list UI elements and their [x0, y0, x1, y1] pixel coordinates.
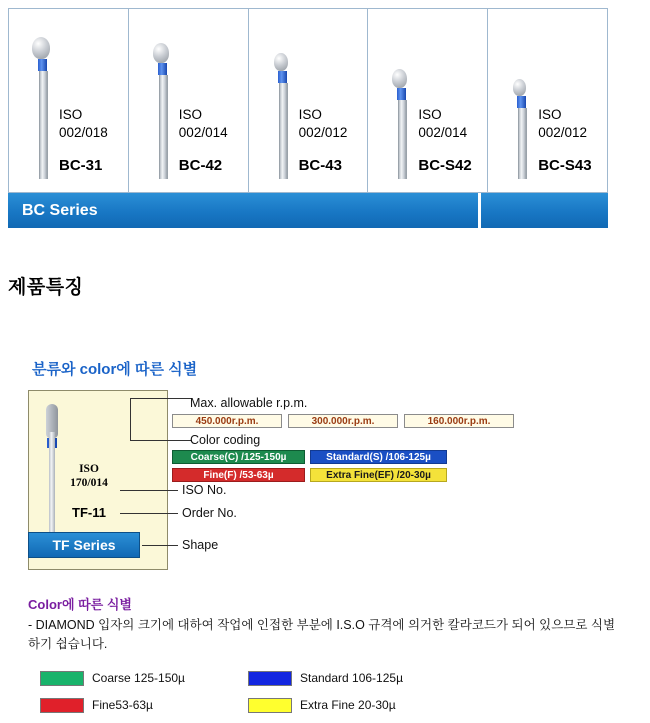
order-code: BC-S43: [538, 157, 592, 174]
leader-line-order-no: [120, 513, 178, 514]
product-cell-bc-s42[interactable]: [368, 9, 488, 192]
product-cell-bc-43[interactable]: [249, 9, 369, 192]
rpm-chip-300k: 300.000r.p.m.: [288, 414, 398, 428]
iso-number-line1: ISO: [59, 107, 83, 122]
bur-head: [153, 43, 169, 63]
iso-number-line2: 170/014: [70, 477, 108, 489]
bur-shank: [49, 432, 55, 538]
order-code: BC-42: [178, 157, 223, 174]
legend-swatch-fine: [40, 698, 84, 713]
grit-chip-fine: Fine(F) /53-63µ: [172, 468, 305, 482]
bur-color-band: [158, 63, 167, 75]
diagram-shape-bar: TF Series: [28, 532, 140, 558]
legend-label-coarse: Coarse 125-150µ: [92, 671, 185, 685]
legend-swatch-standard: [248, 671, 292, 686]
order-code: BC-S42: [418, 157, 472, 174]
bur-head: [274, 53, 288, 71]
grit-chip-extra-fine: Extra Fine(EF) /20-30µ: [310, 468, 447, 482]
rpm-chip-160k: 160.000r.p.m.: [404, 414, 514, 428]
bc-series-banner-right: [481, 193, 608, 228]
bur-head: [513, 79, 526, 96]
bur-shank: [518, 108, 527, 179]
grit-chip-standard: Standard(S) /106-125µ: [310, 450, 447, 464]
iso-number-line1: ISO: [178, 107, 203, 122]
order-code: BC-31: [59, 157, 103, 174]
leader-line-color-coding: [130, 440, 192, 441]
diagram-order-number: TF-11: [72, 505, 106, 520]
iso-number-line2: 002/014: [418, 125, 468, 140]
color-legend-description: - DIAMOND 입자의 크기에 대하여 작업에 인접한 부분에 I.S.O 규격에 의거한 칼라코드가 되어 있으므로 식별하기 쉽습니다.: [28, 618, 616, 651]
iso-number-line1: ISO: [418, 107, 442, 122]
iso-number-line2: 002/012: [298, 125, 348, 140]
iso-number-line2: 002/014: [178, 125, 228, 140]
bur-color-band: [517, 96, 526, 108]
callout-shape: Shape: [182, 538, 219, 552]
bur-color-band: [397, 88, 406, 100]
leader-line-iso-no: [120, 490, 178, 491]
order-code: BC-43: [298, 157, 342, 174]
product-cell-bc-42[interactable]: [129, 9, 249, 192]
leader-line-vertical: [130, 398, 131, 440]
page-title: 제품특징: [8, 277, 84, 298]
iso-number-line2: 002/018: [59, 125, 108, 140]
legend-swatch-coarse: [40, 671, 84, 686]
rpm-chip-450k: 450.000r.p.m.: [172, 414, 282, 428]
legend-swatch-extra-fine: [248, 698, 292, 713]
product-cell-bc-s43[interactable]: [488, 9, 607, 192]
bur-shank: [279, 83, 288, 179]
bur-shank: [159, 75, 168, 179]
grit-chip-coarse: Coarse(C) /125-150µ: [172, 450, 305, 464]
iso-number-line2: 002/012: [538, 125, 587, 140]
product-cell-bc-31[interactable]: [9, 9, 129, 192]
bur-color-band: [278, 71, 287, 83]
bc-series-banner: BC Series: [8, 193, 478, 228]
legend-label-extra-fine: Extra Fine 20-30µ: [300, 698, 396, 712]
iso-number-line1: ISO: [79, 463, 99, 475]
rpm-title: Max. allowable r.p.m.: [190, 396, 308, 410]
bur-shank: [39, 71, 48, 179]
bur-color-band: [38, 59, 47, 71]
color-legend-heading: Color에 따른 식별: [28, 597, 132, 612]
color-coding-title: Color coding: [190, 433, 261, 447]
legend-label-standard: Standard 106-125µ: [300, 671, 403, 685]
leader-line-shape: [142, 545, 178, 546]
callout-iso-no: ISO No.: [182, 483, 227, 497]
bur-head: [392, 69, 407, 88]
iso-number-line1: ISO: [298, 107, 322, 122]
bur-shank: [398, 100, 407, 179]
bc-series-strip: [8, 8, 608, 193]
callout-order-no: Order No.: [182, 506, 237, 520]
iso-number-line1: ISO: [538, 107, 562, 122]
leader-line-rpm: [130, 398, 192, 399]
bur-head: [32, 37, 50, 59]
diagram-iso-number: [60, 462, 118, 490]
legend-label-fine: Fine53-63µ: [92, 698, 153, 712]
diagram-title: 분류와 color에 따른 식별: [32, 361, 198, 378]
